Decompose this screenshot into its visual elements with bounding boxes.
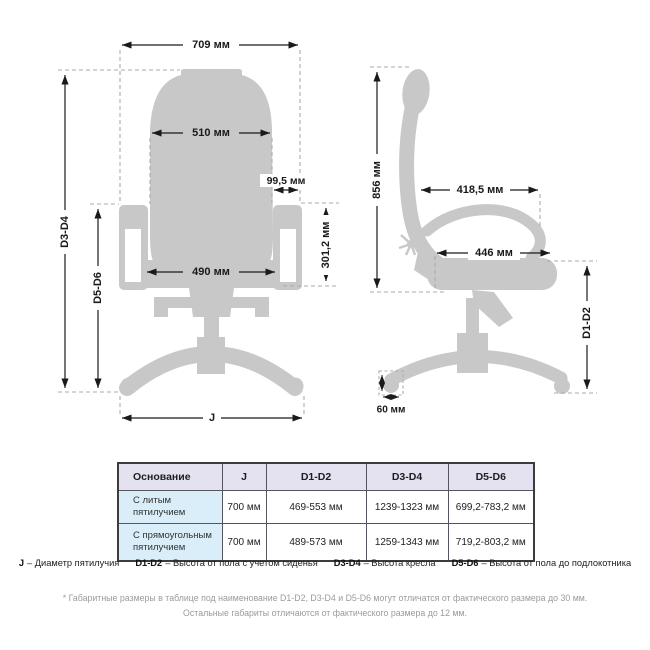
dim-front-backrest-width: 510 мм bbox=[192, 127, 230, 139]
side-caster-left bbox=[383, 377, 399, 393]
dim-side-backrest-depth: 418,5 мм bbox=[456, 184, 504, 196]
legend bbox=[0, 558, 650, 568]
header-base: Основание bbox=[118, 463, 222, 491]
row-value-d1d2: 469-553 мм bbox=[266, 491, 366, 524]
side-backrest bbox=[407, 104, 437, 263]
spec-table bbox=[117, 462, 535, 562]
row-value-d3d4: 1239-1323 мм bbox=[366, 491, 448, 524]
front-caster-left bbox=[121, 378, 138, 395]
row-value-d1d2: 489-573 мм bbox=[266, 524, 366, 562]
footnote bbox=[0, 591, 650, 621]
legend-item: D3-D4 – Высота кресла bbox=[333, 558, 436, 568]
dim-front-chair-height-code: D3-D4 bbox=[59, 216, 71, 248]
row-value-d5d6: 719,2-803,2 мм bbox=[448, 524, 534, 562]
row-value-j: 700 мм bbox=[222, 524, 266, 562]
side-view bbox=[370, 67, 597, 416]
front-backrest bbox=[150, 69, 273, 262]
row-label: С литым пятилучием bbox=[118, 491, 222, 524]
dim-side-caster-size: 60 мм bbox=[376, 404, 406, 416]
legend-item: D1-D2 – Высота от пола с учетом сиденья bbox=[135, 558, 318, 568]
front-view bbox=[58, 38, 339, 425]
table-row bbox=[118, 491, 534, 524]
dim-front-armrest-width: 99,5 мм bbox=[266, 175, 306, 187]
header-j: J bbox=[222, 463, 266, 491]
row-value-d3d4: 1259-1343 мм bbox=[366, 524, 448, 562]
header-d1d2: D1-D2 bbox=[266, 463, 366, 491]
legend-item: D5-D6 – Высота от пола до подлокотника bbox=[451, 558, 632, 568]
row-label: С прямоугольным пятилучием bbox=[118, 524, 222, 562]
dim-front-seat-width: 490 мм bbox=[192, 266, 230, 278]
row-value-d5d6: 699,2-783,2 мм bbox=[448, 491, 534, 524]
dim-side-seat-depth: 446 мм bbox=[475, 247, 513, 259]
front-caster-right bbox=[287, 378, 304, 395]
front-chair-silhouette bbox=[119, 69, 304, 395]
header-d3d4: D3-D4 bbox=[366, 463, 448, 491]
footnote-line-2: Остальные габариты отличаются от фактического размера до 12 мм. bbox=[183, 608, 467, 618]
side-chair-silhouette bbox=[383, 68, 570, 394]
header-d5d6: D5-D6 bbox=[448, 463, 534, 491]
dim-front-armrest-floor-code: D5-D6 bbox=[92, 272, 104, 304]
table-row bbox=[118, 524, 534, 562]
dim-front-top-width: 709 мм bbox=[192, 39, 230, 51]
dim-side-seat-height-code: D1-D2 bbox=[581, 307, 593, 339]
footnote-line-1: * Габаритные размеры в таблице под наименование D1-D2, D3-D4 и D5-D6 могут отличатся от фактического размера до 30 мм. bbox=[62, 593, 588, 603]
legend-item: J – Диаметр пятилучия bbox=[18, 558, 120, 568]
table-header-row bbox=[118, 463, 534, 491]
side-caster-right bbox=[554, 378, 570, 394]
row-value-j: 700 мм bbox=[222, 491, 266, 524]
dim-front-base-diameter-code: J bbox=[208, 412, 216, 424]
side-seat bbox=[427, 258, 557, 290]
dim-side-back-height: 856 мм bbox=[371, 161, 383, 199]
dim-front-armrest-height: 301,2 мм bbox=[320, 221, 332, 269]
